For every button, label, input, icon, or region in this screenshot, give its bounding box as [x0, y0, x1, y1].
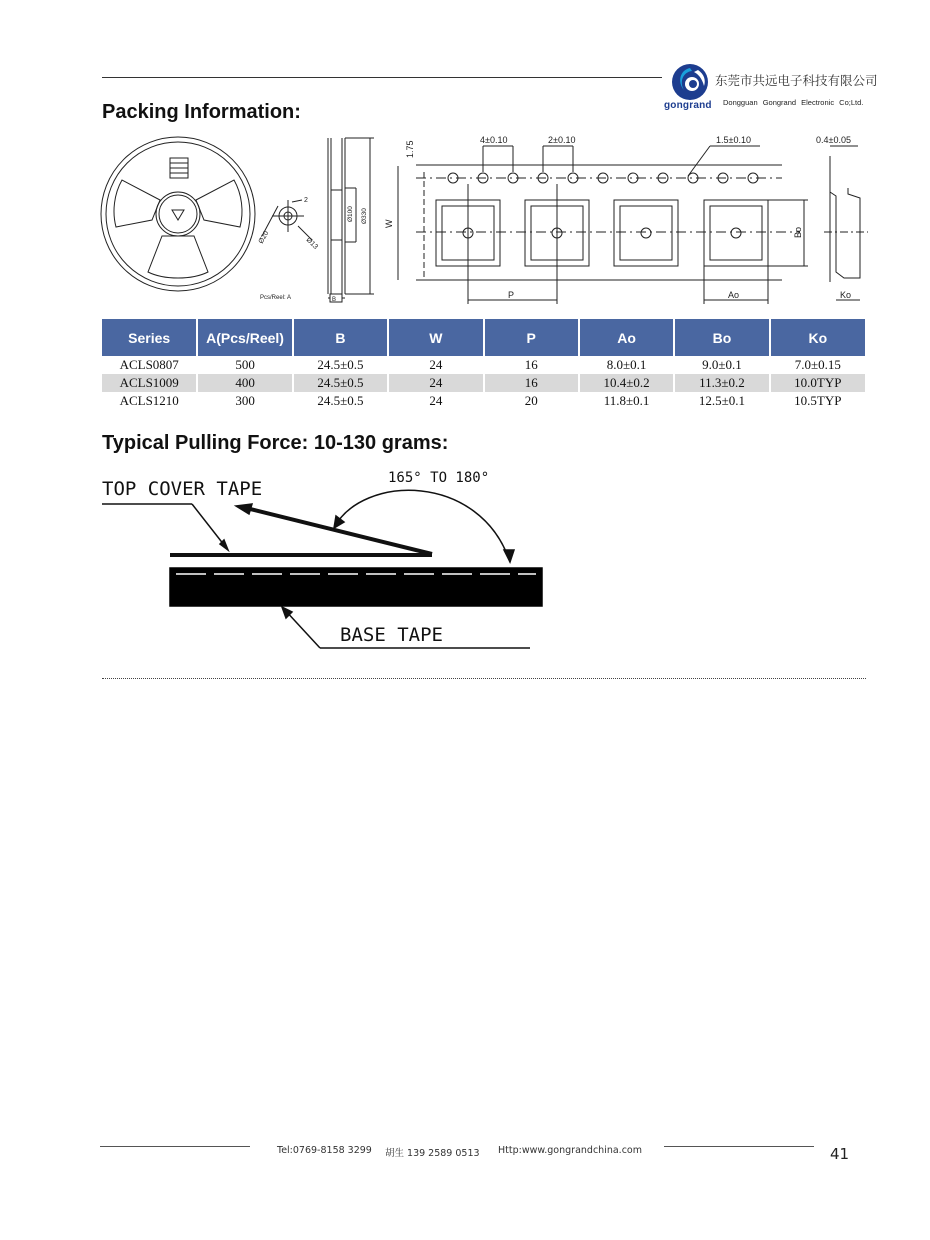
- tape-profile-view: [816, 135, 868, 300]
- col-header-w: W: [388, 319, 483, 356]
- table-cell: 7.0±0.15: [770, 356, 865, 374]
- packing-drawing: [100, 132, 870, 310]
- tape-dim-15: 1.5±0.10: [716, 135, 751, 145]
- table-header-row: [102, 319, 865, 356]
- hub-dim-d13: Ø13: [304, 236, 319, 251]
- footer-rule-left: [100, 1146, 250, 1147]
- col-header-p: P: [484, 319, 579, 356]
- table-cell: 400: [197, 374, 292, 392]
- reel-side-view: [328, 138, 374, 303]
- tape-dim-2: 2±0.10: [548, 135, 576, 145]
- reel-note: Pcs/Reel: A: [260, 295, 292, 301]
- label-angle: 165° TO 180°: [388, 470, 490, 486]
- tape-dim-w: W: [384, 219, 394, 228]
- company-logo: [664, 60, 894, 115]
- footer-website: Http:www.gongrandchina.com: [498, 1145, 642, 1156]
- table-row: [102, 374, 865, 392]
- table-cell: 10.4±0.2: [579, 374, 674, 392]
- logo-wordmark: gongrand: [664, 100, 712, 111]
- footer-rule-right: [664, 1146, 814, 1147]
- table-cell: 24: [388, 374, 483, 392]
- table-cell: ACLS1009: [102, 374, 197, 392]
- table-cell: 9.0±0.1: [674, 356, 769, 374]
- col-header-b: B: [293, 319, 388, 356]
- table-cell: 300: [197, 392, 292, 410]
- table-cell: 16: [484, 356, 579, 374]
- table-cell: ACLS1210: [119, 393, 179, 408]
- table-cell: 24.5±0.5: [293, 392, 388, 410]
- tape-dim-ao: Ao: [728, 290, 740, 300]
- table-cell: 24.5±0.5: [293, 374, 388, 392]
- tape-dim-4: 4±0.10: [480, 135, 508, 145]
- table-cell: 24.5±0.5: [293, 356, 388, 374]
- label-top-cover-tape: TOP COVER TAPE: [102, 478, 263, 500]
- table-cell: ACLS0807: [119, 357, 179, 372]
- table-cell: 10.0TYP: [770, 374, 865, 392]
- tape-dim-ko: Ko: [840, 290, 852, 300]
- side-dim-d100: Ø100: [347, 206, 354, 222]
- carrier-tape-view: [384, 135, 808, 304]
- col-header-series: Series: [102, 319, 197, 356]
- hub-dim-d20: Ø20: [257, 230, 271, 245]
- header-rule: [102, 77, 662, 78]
- table-cell: 24: [388, 356, 483, 374]
- side-dim-d330: Ø330: [361, 208, 368, 224]
- label-base-tape: BASE TAPE: [340, 624, 443, 646]
- hub-dim-2: 2: [304, 197, 308, 204]
- table-cell: 8.0±0.1: [579, 356, 674, 374]
- table-row: [102, 392, 865, 410]
- table-cell: 16: [484, 374, 579, 392]
- company-name-cn: 东莞市共远电子科技有限公司: [715, 73, 878, 88]
- section-title-packing: Packing Information:: [102, 101, 301, 123]
- tape-dim-p: P: [508, 290, 515, 300]
- col-header-ao: Ao: [579, 319, 674, 356]
- tape-dim-175: 1.75: [405, 140, 415, 158]
- footer-mobile: 胡生 139 2589 0513: [385, 1148, 480, 1159]
- reel-front-view: [101, 137, 255, 291]
- section-title-pulling: Typical Pulling Force: 10-130 grams:: [102, 432, 449, 454]
- footer-tel: Tel:0769-8158 3299: [277, 1145, 372, 1156]
- table-cell: 20: [484, 392, 579, 410]
- col-header-ko: Ko: [770, 319, 865, 356]
- packing-spec-table: [102, 319, 865, 410]
- side-dim-b: B: [332, 297, 337, 303]
- section-divider: [102, 678, 866, 679]
- table-cell: 11.8±0.1: [579, 392, 674, 410]
- gongrand-logo-icon: [668, 62, 710, 102]
- table-cell: 12.5±0.1: [674, 392, 769, 410]
- table-cell: 10.5TYP: [770, 392, 865, 410]
- tape-dim-04: 0.4±0.05: [816, 135, 851, 145]
- hub-detail: [258, 197, 319, 251]
- table-cell: 24: [388, 392, 483, 410]
- table-cell: 500: [197, 356, 292, 374]
- tape-pockets: [436, 200, 768, 266]
- col-header-bo: Bo: [674, 319, 769, 356]
- company-name-en: Dongguan Gongrand Electronic Co;Ltd.: [723, 98, 864, 107]
- page-number: 41: [830, 1145, 850, 1163]
- table-row: [102, 356, 865, 374]
- pulling-force-diagram: [100, 464, 550, 654]
- table-cell: 11.3±0.2: [674, 374, 769, 392]
- col-header-a: A(Pcs/Reel): [197, 319, 292, 356]
- tape-dim-bo: Bo: [793, 226, 803, 238]
